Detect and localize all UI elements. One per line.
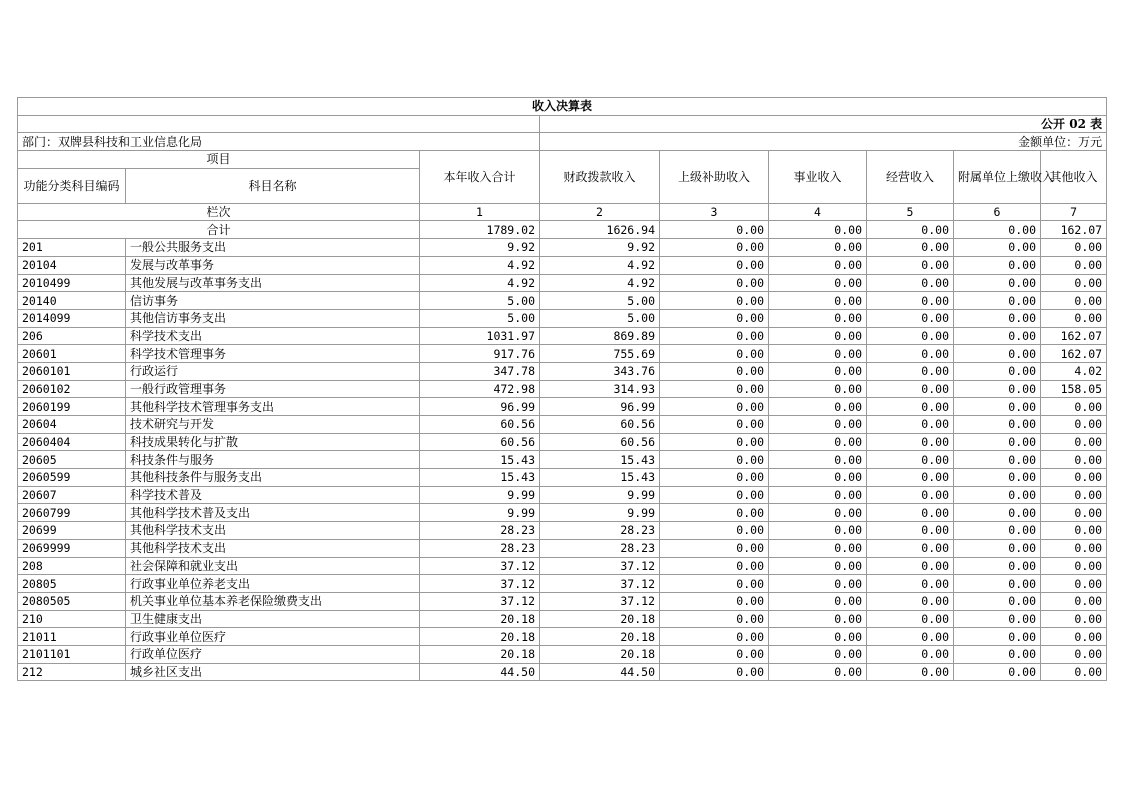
amount-cell: 0.00 xyxy=(660,433,769,451)
total-value: 162.07 xyxy=(1041,221,1107,239)
amount-cell: 0.00 xyxy=(1041,628,1107,646)
amount-cell: 0.00 xyxy=(660,486,769,504)
amount-cell: 0.00 xyxy=(867,539,954,557)
amount-cell: 314.93 xyxy=(540,380,660,398)
amount-cell: 0.00 xyxy=(660,416,769,434)
amount-cell: 0.00 xyxy=(867,610,954,628)
amount-cell: 0.00 xyxy=(660,327,769,345)
total-value: 0.00 xyxy=(867,221,954,239)
subject-name: 行政单位医疗 xyxy=(126,645,420,663)
amount-cell: 0.00 xyxy=(769,292,867,310)
subject-code: 20601 xyxy=(18,345,126,363)
col-header-superior-subsidy: 上级补助收入 xyxy=(660,151,769,204)
amount-cell: 0.00 xyxy=(660,292,769,310)
amount-cell: 0.00 xyxy=(660,504,769,522)
amount-cell: 0.00 xyxy=(954,610,1041,628)
amount-cell: 4.02 xyxy=(1041,362,1107,380)
amount-cell: 0.00 xyxy=(867,416,954,434)
col-number: 4 xyxy=(769,203,867,221)
amount-cell: 20.18 xyxy=(540,610,660,628)
col-number: 1 xyxy=(420,203,540,221)
subject-name: 其他科学技术管理事务支出 xyxy=(126,398,420,416)
table-row xyxy=(18,663,1107,681)
col-number: 2 xyxy=(540,203,660,221)
table-row xyxy=(18,416,1107,434)
amount-cell: 0.00 xyxy=(954,469,1041,487)
amount-cell: 96.99 xyxy=(540,398,660,416)
amount-cell: 20.18 xyxy=(420,610,540,628)
amount-cell: 0.00 xyxy=(867,504,954,522)
table-row xyxy=(18,557,1107,575)
amount-cell: 0.00 xyxy=(769,327,867,345)
amount-cell: 0.00 xyxy=(1041,274,1107,292)
subject-code: 2060199 xyxy=(18,398,126,416)
amount-cell: 0.00 xyxy=(867,557,954,575)
subject-code: 2014099 xyxy=(18,309,126,327)
table-row xyxy=(18,504,1107,522)
subject-code: 212 xyxy=(18,663,126,681)
amount-cell: 15.43 xyxy=(420,469,540,487)
subject-code: 2060404 xyxy=(18,433,126,451)
amount-cell: 0.00 xyxy=(660,557,769,575)
amount-cell: 37.12 xyxy=(420,575,540,593)
subject-code: 2060599 xyxy=(18,469,126,487)
col-number: 5 xyxy=(867,203,954,221)
table-row xyxy=(18,380,1107,398)
subject-code: 210 xyxy=(18,610,126,628)
amount-cell: 0.00 xyxy=(867,239,954,257)
subject-code: 2010499 xyxy=(18,274,126,292)
amount-cell: 0.00 xyxy=(867,486,954,504)
amount-cell: 0.00 xyxy=(867,469,954,487)
amount-cell: 0.00 xyxy=(954,486,1041,504)
amount-cell: 0.00 xyxy=(769,663,867,681)
subject-name: 技术研究与开发 xyxy=(126,416,420,434)
subject-code: 20604 xyxy=(18,416,126,434)
amount-cell: 0.00 xyxy=(867,256,954,274)
table-row xyxy=(18,256,1107,274)
amount-cell: 0.00 xyxy=(769,309,867,327)
amount-cell: 0.00 xyxy=(867,292,954,310)
amount-cell: 0.00 xyxy=(769,504,867,522)
subject-name: 机关事业单位基本养老保险缴费支出 xyxy=(126,592,420,610)
col-header-affiliated: 附属单位上缴收入 xyxy=(954,151,1041,204)
amount-unit-label: 金额单位：万元 xyxy=(540,133,1107,151)
amount-cell: 9.99 xyxy=(540,504,660,522)
amount-cell: 60.56 xyxy=(420,416,540,434)
col-header-business: 事业收入 xyxy=(769,151,867,204)
amount-cell: 0.00 xyxy=(867,362,954,380)
table-row xyxy=(18,592,1107,610)
subject-code: 20805 xyxy=(18,575,126,593)
amount-cell: 0.00 xyxy=(769,256,867,274)
subject-code: 20104 xyxy=(18,256,126,274)
col-header-total: 本年收入合计 xyxy=(420,151,540,204)
subject-name: 发展与改革事务 xyxy=(126,256,420,274)
total-label: 合计 xyxy=(18,221,420,239)
subject-code: 20140 xyxy=(18,292,126,310)
col-number: 6 xyxy=(954,203,1041,221)
amount-cell: 37.12 xyxy=(540,575,660,593)
amount-cell: 60.56 xyxy=(540,433,660,451)
amount-cell: 0.00 xyxy=(769,522,867,540)
table-row xyxy=(18,451,1107,469)
amount-cell: 9.92 xyxy=(420,239,540,257)
total-value: 0.00 xyxy=(660,221,769,239)
amount-cell: 0.00 xyxy=(769,380,867,398)
amount-cell: 60.56 xyxy=(420,433,540,451)
amount-cell: 0.00 xyxy=(954,345,1041,363)
amount-cell: 0.00 xyxy=(769,398,867,416)
table-row xyxy=(18,433,1107,451)
amount-cell: 0.00 xyxy=(954,380,1041,398)
amount-cell: 5.00 xyxy=(420,292,540,310)
subject-name: 其他科技条件与服务支出 xyxy=(126,469,420,487)
amount-cell: 0.00 xyxy=(867,628,954,646)
amount-cell: 15.43 xyxy=(540,451,660,469)
amount-cell: 0.00 xyxy=(769,592,867,610)
amount-cell: 0.00 xyxy=(954,292,1041,310)
amount-cell: 0.00 xyxy=(1041,469,1107,487)
code-col-header: 功能分类科目编码 xyxy=(18,168,126,203)
table-row xyxy=(18,345,1107,363)
amount-cell: 0.00 xyxy=(867,345,954,363)
subject-code: 2069999 xyxy=(18,539,126,557)
amount-cell: 44.50 xyxy=(420,663,540,681)
amount-cell: 0.00 xyxy=(1041,645,1107,663)
col-number: 7 xyxy=(1041,203,1107,221)
amount-cell: 0.00 xyxy=(660,274,769,292)
amount-cell: 0.00 xyxy=(660,628,769,646)
col-header-fiscal: 财政拨款收入 xyxy=(540,151,660,204)
amount-cell: 0.00 xyxy=(1041,663,1107,681)
amount-cell: 0.00 xyxy=(867,663,954,681)
col-number: 3 xyxy=(660,203,769,221)
amount-cell: 37.12 xyxy=(540,557,660,575)
subject-name: 科技成果转化与扩散 xyxy=(126,433,420,451)
amount-cell: 96.99 xyxy=(420,398,540,416)
table-row xyxy=(18,292,1107,310)
amount-cell: 0.00 xyxy=(867,522,954,540)
amount-cell: 0.00 xyxy=(660,398,769,416)
amount-cell: 9.99 xyxy=(420,504,540,522)
amount-cell: 5.00 xyxy=(420,309,540,327)
amount-cell: 0.00 xyxy=(660,309,769,327)
amount-cell: 0.00 xyxy=(954,451,1041,469)
amount-cell: 0.00 xyxy=(867,592,954,610)
amount-cell: 5.00 xyxy=(540,309,660,327)
amount-cell: 4.92 xyxy=(420,274,540,292)
form-number: 公开 02 表 xyxy=(540,115,1107,133)
amount-cell: 0.00 xyxy=(660,380,769,398)
subject-code: 206 xyxy=(18,327,126,345)
amount-cell: 0.00 xyxy=(660,610,769,628)
amount-cell: 28.23 xyxy=(540,522,660,540)
subject-code: 2060101 xyxy=(18,362,126,380)
subject-name: 科学技术管理事务 xyxy=(126,345,420,363)
amount-cell: 0.00 xyxy=(867,274,954,292)
amount-cell: 347.78 xyxy=(420,362,540,380)
subject-name: 其他科学技术普及支出 xyxy=(126,504,420,522)
amount-cell: 0.00 xyxy=(954,362,1041,380)
amount-cell: 0.00 xyxy=(867,645,954,663)
amount-cell: 0.00 xyxy=(1041,451,1107,469)
total-value: 1789.02 xyxy=(420,221,540,239)
col-header-operating: 经营收入 xyxy=(867,151,954,204)
amount-cell: 0.00 xyxy=(954,274,1041,292)
table-title: 收入决算表 xyxy=(18,98,1107,116)
subject-code: 21011 xyxy=(18,628,126,646)
col-index-label: 栏次 xyxy=(18,203,420,221)
table-row xyxy=(18,239,1107,257)
subject-name: 卫生健康支出 xyxy=(126,610,420,628)
table-row xyxy=(18,575,1107,593)
amount-cell: 44.50 xyxy=(540,663,660,681)
amount-cell: 37.12 xyxy=(420,557,540,575)
amount-cell: 0.00 xyxy=(1041,486,1107,504)
amount-cell: 162.07 xyxy=(1041,327,1107,345)
subject-name: 一般公共服务支出 xyxy=(126,239,420,257)
subject-name: 其他科学技术支出 xyxy=(126,539,420,557)
amount-cell: 0.00 xyxy=(660,239,769,257)
amount-cell: 0.00 xyxy=(660,256,769,274)
table-row xyxy=(18,486,1107,504)
amount-cell: 0.00 xyxy=(867,380,954,398)
amount-cell: 4.92 xyxy=(420,256,540,274)
amount-cell: 15.43 xyxy=(420,451,540,469)
amount-cell: 0.00 xyxy=(954,522,1041,540)
amount-cell: 0.00 xyxy=(660,451,769,469)
item-header: 项目 xyxy=(18,151,420,169)
amount-cell: 0.00 xyxy=(954,539,1041,557)
amount-cell: 0.00 xyxy=(1041,256,1107,274)
amount-cell: 0.00 xyxy=(954,327,1041,345)
subject-code: 2060799 xyxy=(18,504,126,522)
amount-cell: 0.00 xyxy=(769,645,867,663)
amount-cell: 0.00 xyxy=(769,539,867,557)
total-row xyxy=(18,221,1107,239)
amount-cell: 0.00 xyxy=(769,610,867,628)
amount-cell: 20.18 xyxy=(420,645,540,663)
amount-cell: 0.00 xyxy=(660,592,769,610)
table-row xyxy=(18,522,1107,540)
amount-cell: 20.18 xyxy=(420,628,540,646)
amount-cell: 0.00 xyxy=(769,486,867,504)
amount-cell: 0.00 xyxy=(867,309,954,327)
amount-cell: 0.00 xyxy=(1041,539,1107,557)
amount-cell: 0.00 xyxy=(1041,575,1107,593)
subject-name: 行政事业单位医疗 xyxy=(126,628,420,646)
amount-cell: 0.00 xyxy=(954,433,1041,451)
table-row xyxy=(18,327,1107,345)
amount-cell: 0.00 xyxy=(954,592,1041,610)
amount-cell: 28.23 xyxy=(540,539,660,557)
col-header-other: 其他收入 xyxy=(1041,151,1107,204)
amount-cell: 15.43 xyxy=(540,469,660,487)
amount-cell: 0.00 xyxy=(1041,309,1107,327)
subject-code: 2080505 xyxy=(18,592,126,610)
amount-cell: 917.76 xyxy=(420,345,540,363)
table-row xyxy=(18,274,1107,292)
amount-cell: 0.00 xyxy=(954,575,1041,593)
amount-cell: 28.23 xyxy=(420,522,540,540)
subject-code: 20605 xyxy=(18,451,126,469)
subject-name: 科学技术普及 xyxy=(126,486,420,504)
table-row xyxy=(18,539,1107,557)
amount-cell: 0.00 xyxy=(1041,416,1107,434)
table-row xyxy=(18,309,1107,327)
amount-cell: 0.00 xyxy=(867,451,954,469)
amount-cell: 0.00 xyxy=(660,575,769,593)
subject-name: 信访事务 xyxy=(126,292,420,310)
amount-cell: 162.07 xyxy=(1041,345,1107,363)
subject-name: 社会保障和就业支出 xyxy=(126,557,420,575)
amount-cell: 0.00 xyxy=(660,469,769,487)
subject-name: 行政事业单位养老支出 xyxy=(126,575,420,593)
amount-cell: 0.00 xyxy=(954,256,1041,274)
subject-code: 2101101 xyxy=(18,645,126,663)
total-value: 0.00 xyxy=(769,221,867,239)
subject-code: 2060102 xyxy=(18,380,126,398)
amount-cell: 0.00 xyxy=(769,628,867,646)
amount-cell: 0.00 xyxy=(1041,504,1107,522)
subject-name: 其他发展与改革事务支出 xyxy=(126,274,420,292)
amount-cell: 20.18 xyxy=(540,628,660,646)
amount-cell: 0.00 xyxy=(954,663,1041,681)
amount-cell: 0.00 xyxy=(660,663,769,681)
amount-cell: 0.00 xyxy=(954,628,1041,646)
amount-cell: 0.00 xyxy=(1041,522,1107,540)
amount-cell: 158.05 xyxy=(1041,380,1107,398)
subject-code: 20607 xyxy=(18,486,126,504)
amount-cell: 0.00 xyxy=(769,469,867,487)
amount-cell: 0.00 xyxy=(769,451,867,469)
table-row xyxy=(18,362,1107,380)
amount-cell: 0.00 xyxy=(954,645,1041,663)
subject-name: 其他信访事务支出 xyxy=(126,309,420,327)
amount-cell: 0.00 xyxy=(867,327,954,345)
amount-cell: 0.00 xyxy=(954,398,1041,416)
amount-cell: 9.92 xyxy=(540,239,660,257)
amount-cell: 1031.97 xyxy=(420,327,540,345)
department-label: 部门：双牌县科技和工业信息化局 xyxy=(18,133,540,151)
amount-cell: 60.56 xyxy=(540,416,660,434)
amount-cell: 0.00 xyxy=(1041,398,1107,416)
blank-cell xyxy=(18,115,540,133)
amount-cell: 28.23 xyxy=(420,539,540,557)
amount-cell: 0.00 xyxy=(954,504,1041,522)
amount-cell: 0.00 xyxy=(660,522,769,540)
total-value: 1626.94 xyxy=(540,221,660,239)
amount-cell: 0.00 xyxy=(769,345,867,363)
amount-cell: 0.00 xyxy=(1041,239,1107,257)
amount-cell: 0.00 xyxy=(1041,292,1107,310)
amount-cell: 0.00 xyxy=(660,645,769,663)
amount-cell: 9.99 xyxy=(540,486,660,504)
table-row xyxy=(18,398,1107,416)
name-col-header: 科目名称 xyxy=(126,168,420,203)
amount-cell: 37.12 xyxy=(420,592,540,610)
subject-name: 科技条件与服务 xyxy=(126,451,420,469)
amount-cell: 0.00 xyxy=(954,239,1041,257)
table-row xyxy=(18,469,1107,487)
table-row xyxy=(18,628,1107,646)
amount-cell: 755.69 xyxy=(540,345,660,363)
subject-name: 其他科学技术支出 xyxy=(126,522,420,540)
amount-cell: 0.00 xyxy=(1041,557,1107,575)
amount-cell: 37.12 xyxy=(540,592,660,610)
subject-name: 行政运行 xyxy=(126,362,420,380)
table-row xyxy=(18,645,1107,663)
amount-cell: 9.99 xyxy=(420,486,540,504)
amount-cell: 0.00 xyxy=(1041,433,1107,451)
amount-cell: 20.18 xyxy=(540,645,660,663)
amount-cell: 4.92 xyxy=(540,256,660,274)
amount-cell: 869.89 xyxy=(540,327,660,345)
amount-cell: 0.00 xyxy=(954,557,1041,575)
amount-cell: 0.00 xyxy=(769,239,867,257)
amount-cell: 343.76 xyxy=(540,362,660,380)
amount-cell: 0.00 xyxy=(954,309,1041,327)
amount-cell: 0.00 xyxy=(769,433,867,451)
amount-cell: 0.00 xyxy=(769,575,867,593)
subject-name: 一般行政管理事务 xyxy=(126,380,420,398)
amount-cell: 0.00 xyxy=(769,416,867,434)
amount-cell: 0.00 xyxy=(867,433,954,451)
amount-cell: 0.00 xyxy=(660,362,769,380)
amount-cell: 0.00 xyxy=(769,362,867,380)
amount-cell: 472.98 xyxy=(420,380,540,398)
amount-cell: 0.00 xyxy=(769,557,867,575)
amount-cell: 0.00 xyxy=(660,345,769,363)
amount-cell: 0.00 xyxy=(660,539,769,557)
table-row xyxy=(18,610,1107,628)
amount-cell: 0.00 xyxy=(769,274,867,292)
amount-cell: 0.00 xyxy=(867,398,954,416)
subject-code: 20699 xyxy=(18,522,126,540)
total-value: 0.00 xyxy=(954,221,1041,239)
amount-cell: 0.00 xyxy=(1041,610,1107,628)
income-final-accounts-table xyxy=(17,97,1107,681)
amount-cell: 0.00 xyxy=(867,575,954,593)
amount-cell: 5.00 xyxy=(540,292,660,310)
subject-code: 201 xyxy=(18,239,126,257)
amount-cell: 4.92 xyxy=(540,274,660,292)
amount-cell: 0.00 xyxy=(1041,592,1107,610)
subject-name: 城乡社区支出 xyxy=(126,663,420,681)
subject-code: 208 xyxy=(18,557,126,575)
amount-cell: 0.00 xyxy=(954,416,1041,434)
subject-name: 科学技术支出 xyxy=(126,327,420,345)
